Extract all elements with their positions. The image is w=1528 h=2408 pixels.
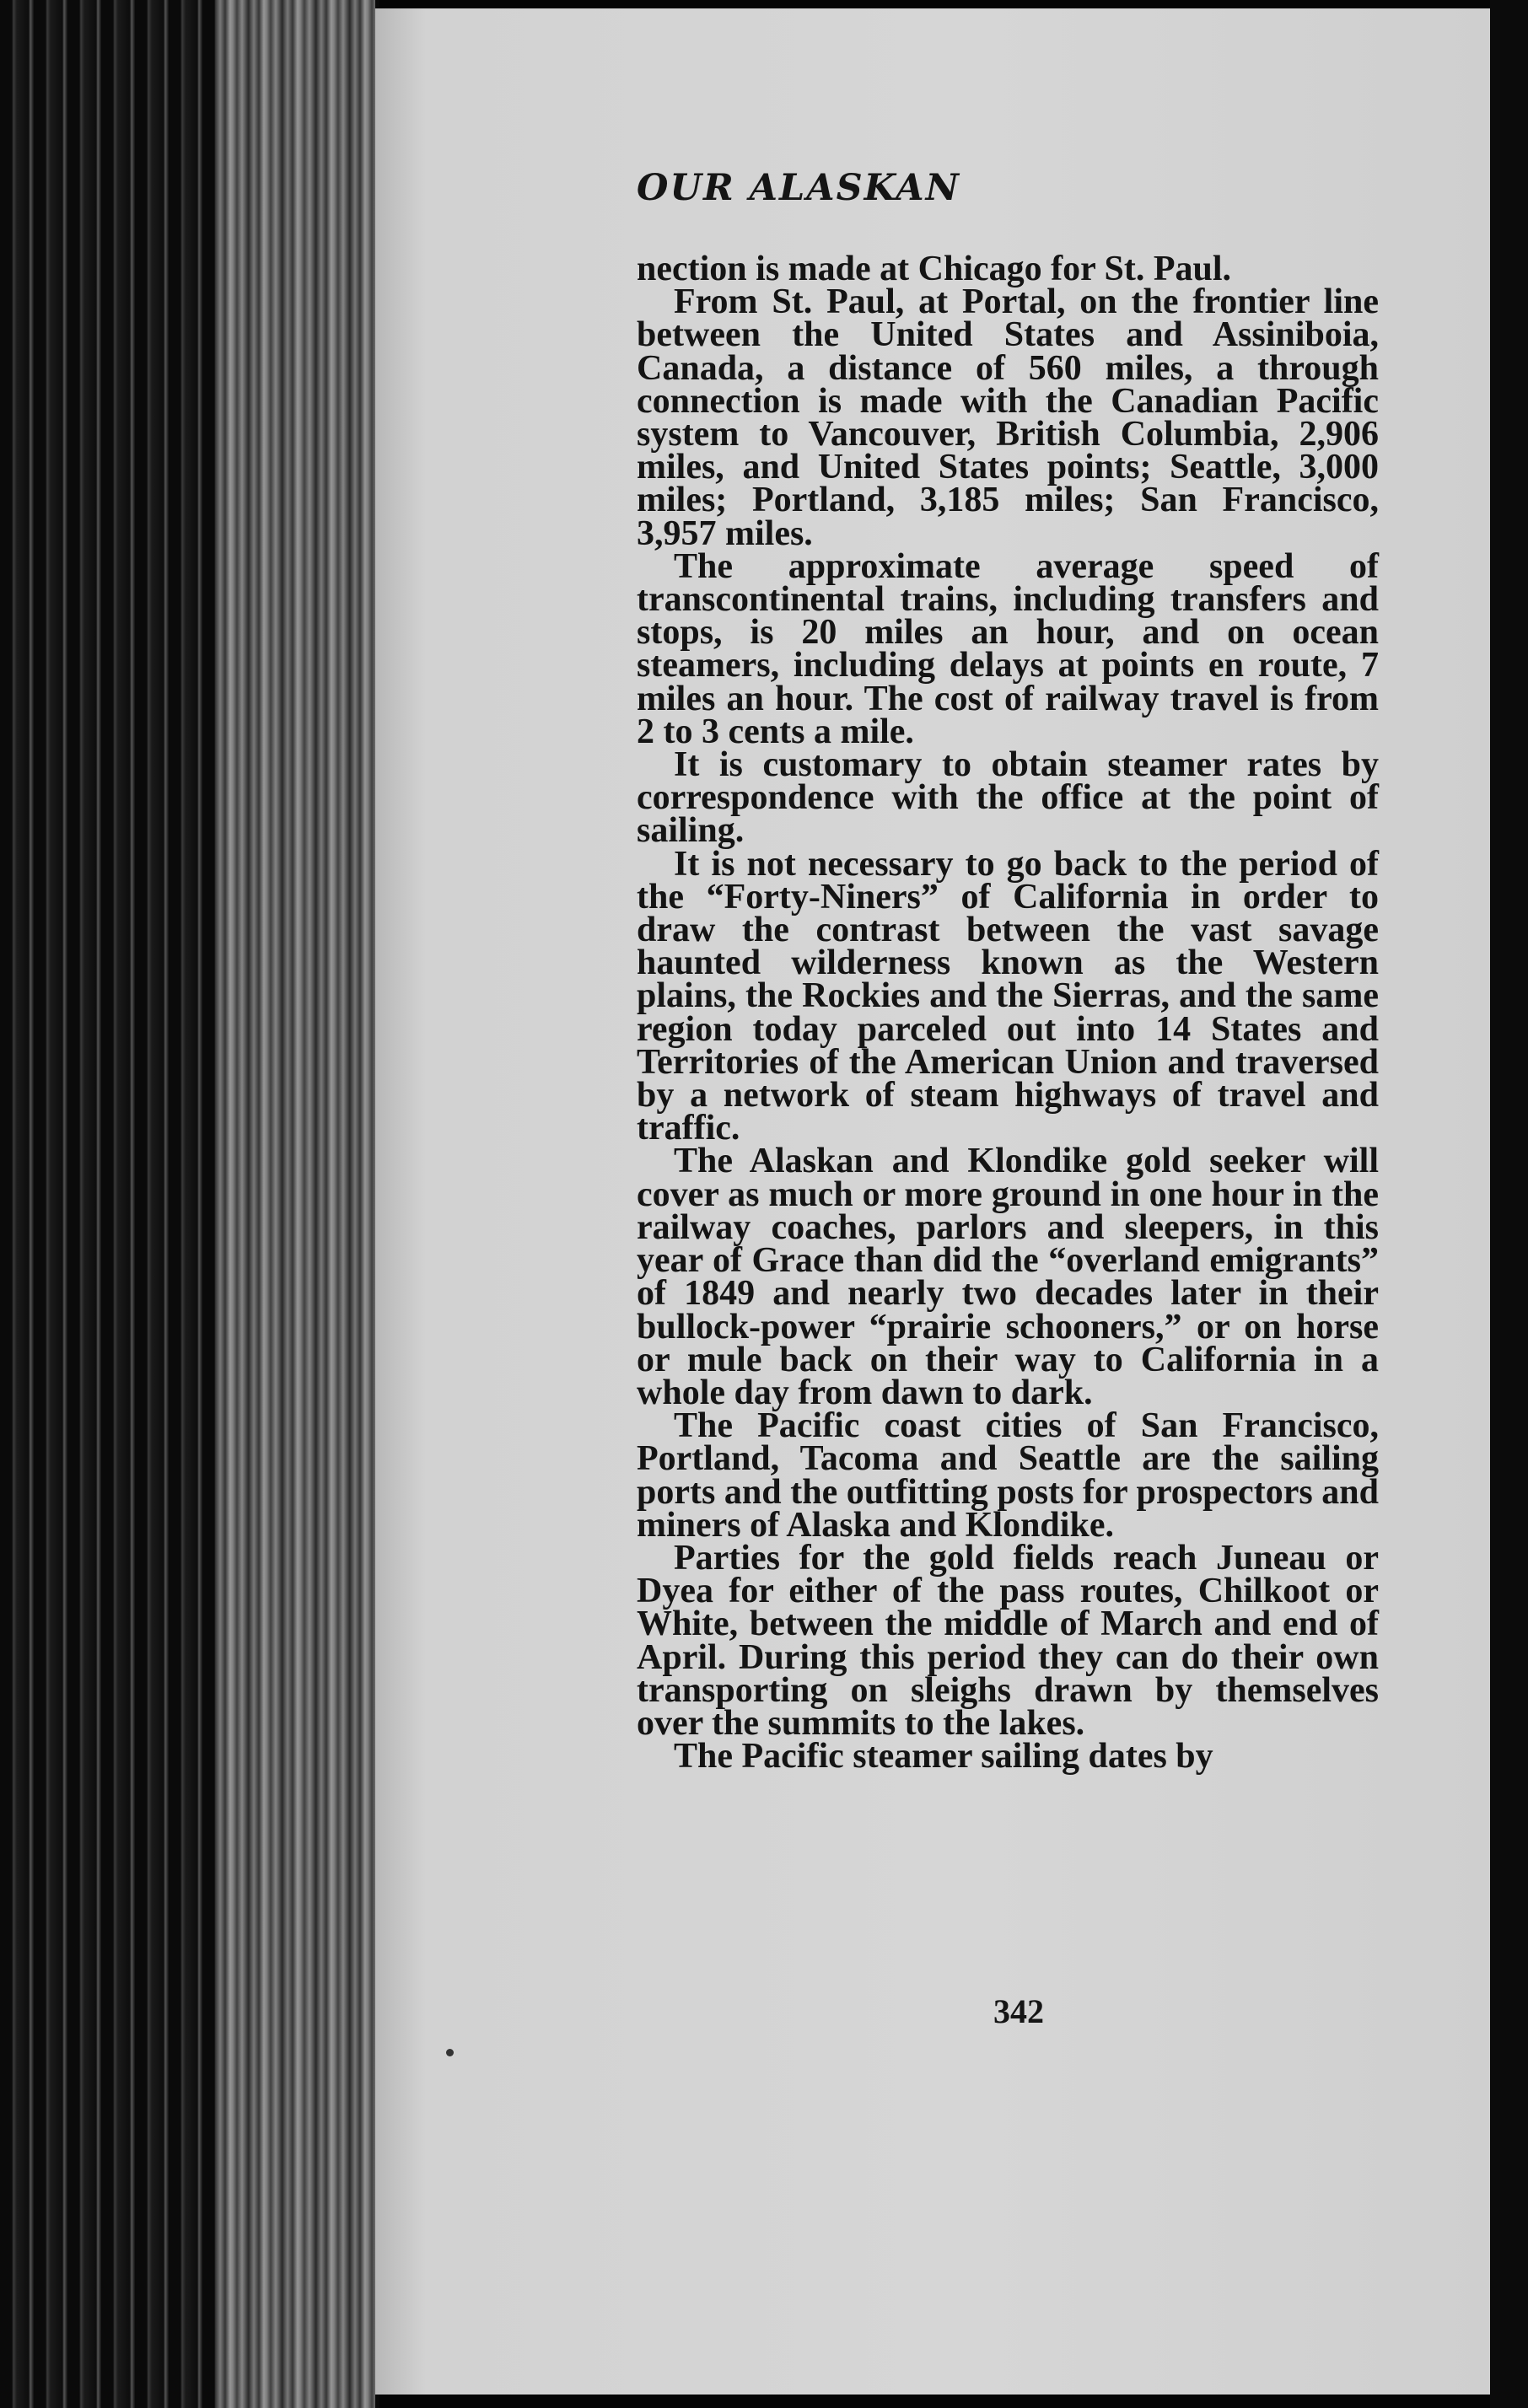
paragraph: The Pacific coast cities of San Francisco, Portland, Tacoma and Seattle are the sailing ports and the outfitting posts for prospectors and miners of Alaska and Klondike. xyxy=(637,1406,1379,1545)
paper-speck xyxy=(446,2049,454,2056)
page-edges-highlight xyxy=(215,0,375,2408)
running-head: OUR ALASKAN xyxy=(637,167,960,209)
paragraph: From St. Paul, at Portal, on the frontier line between the United States and Assiniboia, Canada, a distance of 560 miles, a through connection is made with the Canadian Pacific system to Vancouver, British Columbia, 2,906 miles, and United States points; Seattle, 3,000 miles; Portland, 3,185 miles; San Francisco, 3,957 miles. xyxy=(637,282,1379,553)
paragraph: nection is made at Chicago for St. Paul. xyxy=(637,250,1232,288)
body-text xyxy=(637,250,1379,1776)
paragraph: The approximate average speed of transcontinental trains, including transfers and stops, is 20 miles an hour, and on ocean steamers, including delays at points en route, 7 miles an hour. The cost of railway travel is from 2 to 3 cents a mile. xyxy=(637,546,1379,751)
page-edge-right xyxy=(1490,0,1528,2408)
paragraph: Parties for the gold fields reach Juneau or Dyea for either of the pass routes, Chilkoot or White, between the middle of March and end of April. During this period they can do their own transporting on sleighs drawn by themselves over the summits to the lakes. xyxy=(637,1538,1379,1743)
paragraph: It is not necessary to go back to the period of the “Forty-Niners” of California in order to draw the contrast between the vast savage haunted wilderness known as the Western plains, the Rockies and the Sierras, and the same region today parceled out into 14 States and Territories of the American Union and traversed by a network of steam highways of travel and traffic. xyxy=(637,844,1379,1148)
paragraph: The Alaskan and Klondike gold seeker will cover as much or more ground in one hour in the railway coaches, parlors and sleepers, in this year of Grace than did the “overland emigrants” of 1849 and nearly two decades later in their bullock-power “prairie schooners,” or on horse or mule back on their way to California in a whole day from dawn to dark. xyxy=(637,1142,1379,1412)
paragraph: It is customary to obtain steamer rates by correspondence with the office at the point of sailing. xyxy=(637,745,1379,851)
paragraph: The Pacific steamer sailing dates by xyxy=(674,1737,1213,1776)
page-number: 342 xyxy=(993,1992,1044,2030)
